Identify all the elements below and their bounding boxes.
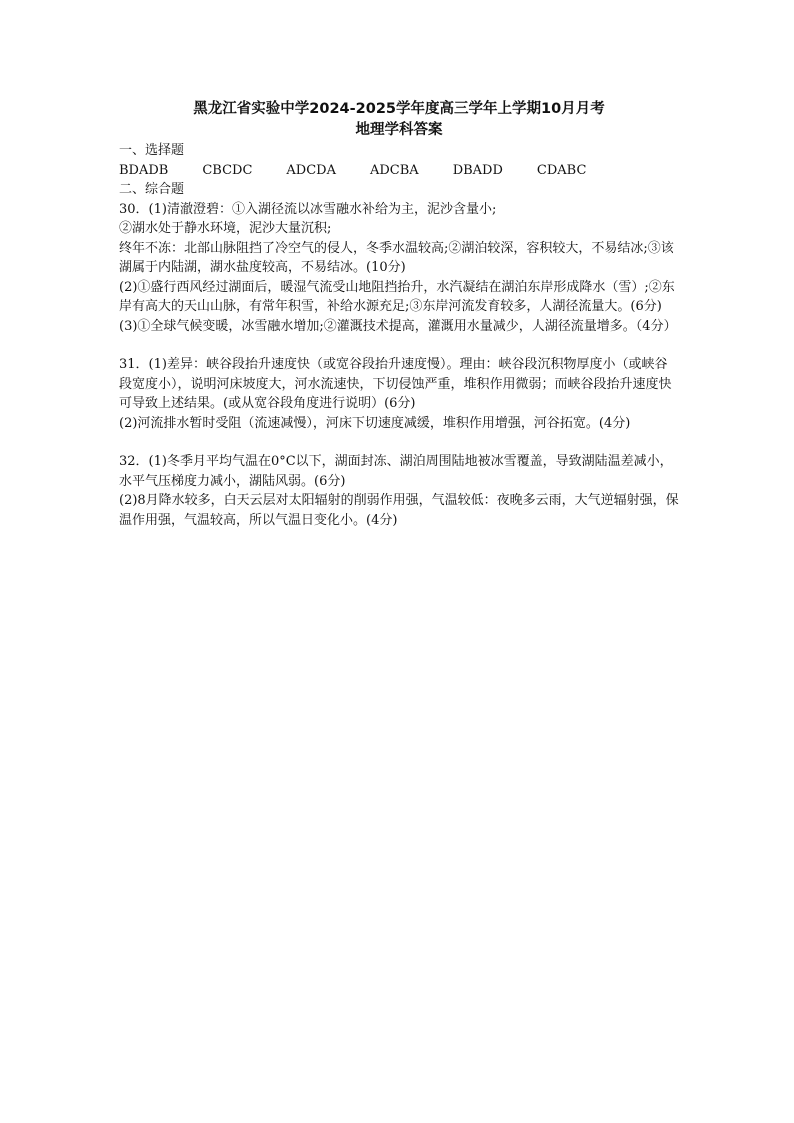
section-heading-multiple-choice: 一、选择题 (119, 143, 185, 158)
section-heading-comprehensive: 二、综合题 (119, 182, 185, 197)
q30-part1-line3: 终年不冻：北部山脉阻挡了冷空气的侵人，冬季水温较高;②湖泊较深，容积较大，不易结冰;③该湖属于内陆湖，湖水盐度较高，不易结冰。(10分) (119, 240, 674, 275)
answer-group-5: DBADD (452, 162, 503, 178)
q30-part2: (2)①盛行西风经过湖面后，暖湿气流受山地阻挡抬升，水汽凝结在湖泊东岸形成降水（雪）;②东岸有高大的天山山脉，有常年积雪，补给水源充足;③东岸河流发育较多，人湖径流量大。(6分) (119, 279, 675, 314)
q32-part1: 32．(1)冬季月平均气温在0°C以下，湖面封冻、湖泊周围陆地被冰雪覆盖，导致湖陆温差减小，水平气压梯度力减小，湖陆风弱。(6分) (119, 454, 673, 489)
q32-part2: (2)8月降水较多，白天云层对太阳辐射的削弱作用强，气温较低：夜晚多云雨，大气逆辐射强，保温作用强，气温较高，所以气温日变化小。(4分) (119, 493, 679, 528)
spacer (119, 336, 679, 355)
multiple-choice-answers (119, 161, 679, 181)
answer-group-3: ADCDA (286, 162, 336, 178)
q30-part3: (3)①全球气候变暖，冰雪融水增加;②灌溉技术提高，灌溉用水量减少，人湖径流量增多。（4分） (119, 318, 677, 334)
answer-group-1: BDADB (119, 162, 169, 178)
document-title: 黑龙江省实验中学2024-2025学年度高三学年上学期10月月考 (193, 101, 605, 117)
document-subtitle: 地理学科答案 (355, 122, 443, 138)
document-body (119, 99, 679, 530)
answer-group-6: CDABC (536, 162, 587, 178)
answer-group-2: CBCDC (202, 162, 253, 178)
q31-part2: (2)河流排水暂时受阻（流速减慢），河床下切速度减缓，堆积作用增强，河谷拓宽。(4分) (119, 415, 631, 431)
answer-group-4: ADCBA (369, 162, 419, 178)
q31-part1: 31．(1)差异：峡谷段抬升速度快（或宽谷段抬升速度慢）。理由：峡谷段沉积物厚度小（或峡谷段宽度小），说明河床坡度大，河水流速快，下切侵蚀严重，堆积作用微弱；而峡谷段抬升速度快可导致上述结果。(或从宽谷段角度进行说明）(6分) (119, 357, 672, 411)
q30-part1-line2: ②湖水处于静水环境，泥沙大量沉积; (119, 221, 332, 236)
q30-part1-line1: 30．(1)清澈澄碧：①入湖径流以冰雪融水补给为主，泥沙含量小; (119, 201, 497, 217)
spacer (119, 433, 679, 452)
